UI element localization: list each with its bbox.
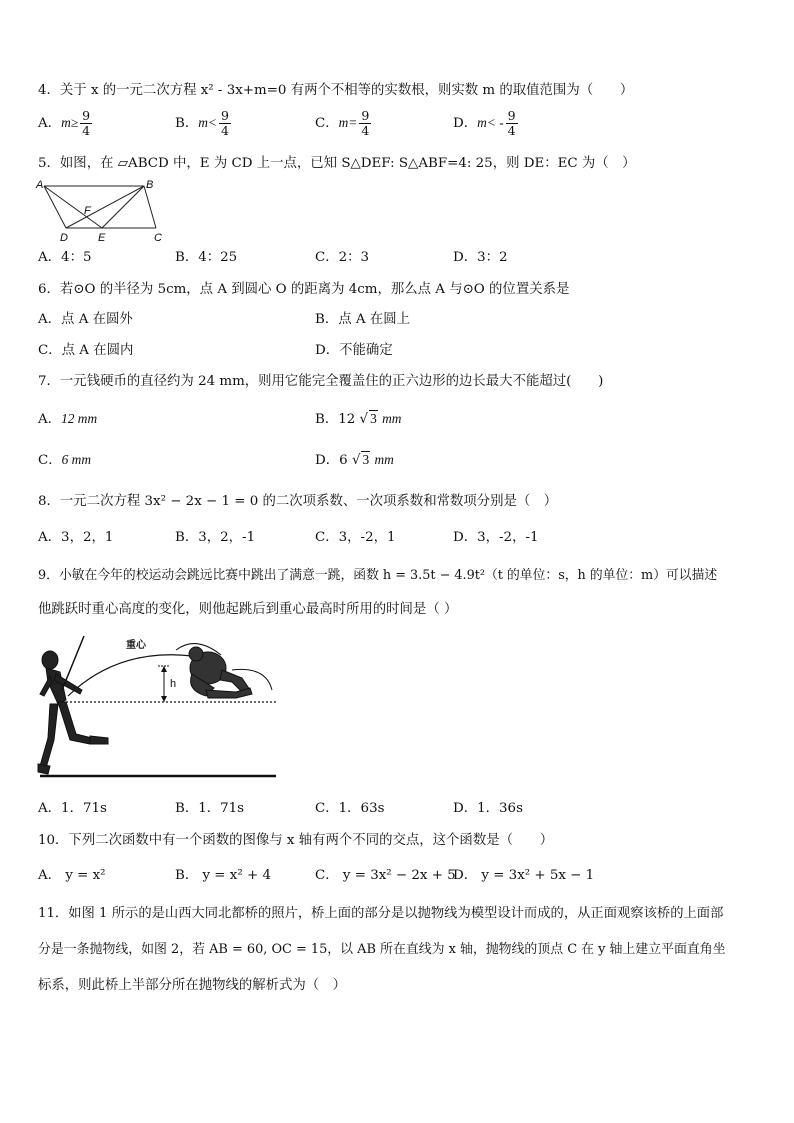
q5-option-b[interactable]: B．4：25	[175, 250, 238, 265]
label-f: F	[84, 205, 91, 217]
q6-option-d[interactable]: D．不能确定	[315, 343, 393, 358]
q6-option-c[interactable]: C．点 A 在圆内	[38, 343, 134, 358]
q7-option-a[interactable]: A．12 mm	[38, 411, 98, 427]
q9-option-b[interactable]: B．1．71s	[175, 801, 245, 816]
q8-stem: 8．一元二次方程 3x² − 2x − 1 = 0 的二次项系数、一次项系数和常数项分别是（ ）	[38, 494, 558, 509]
q11-line1: 11．如图 1 所示的是山西大同北都桥的照片，桥上面的部分是以抛物线为模型设计而成的，从正面观察该桥的上面部	[38, 906, 724, 921]
q4-stem: 4．关于 x 的一元二次方程 x² - 3x+m=0 有两个不相等的实数根，则实数 m 的取值范围为（ ）	[38, 83, 634, 98]
q9-option-a[interactable]: A．1．71s	[38, 801, 107, 816]
q7-option-c[interactable]: C．6 mm	[38, 452, 92, 468]
q9-stem-line1: 9．小敏在今年的校运动会跳远比赛中跳出了满意一跳，函数 h = 3.5t − 4.9t²（t 的单位：s，h 的单位：m）可以描述	[38, 568, 718, 583]
q8-option-b[interactable]: B．3，2，-1	[175, 530, 256, 545]
q5-option-d[interactable]: D．3：2	[453, 250, 508, 265]
label-c: C	[154, 232, 162, 244]
q11-line3: 标系，则此桥上半部分所在抛物线的解析式为（ ）	[38, 978, 346, 993]
q8-option-a[interactable]: A．3，2，1	[38, 530, 114, 545]
label-b: B	[146, 179, 154, 191]
q7-option-d[interactable]: D．6 √ 3 mm	[315, 452, 394, 468]
q5-stem: 5．如图，在 ▱ABCD 中，E 为 CD 上一点，已知 S△DEF: S△ABF=4: 25，则 DE：EC 为（ ）	[38, 156, 636, 171]
fraction: $\frac{9}{4}$	[507, 108, 516, 138]
parallelogram-figure	[34, 176, 174, 244]
q7-stem: 7．一元钱硬币的直径约为 24 mm，则用它能完全覆盖住的正六边形的边长最大不能超过( )	[38, 374, 604, 389]
long-jump-figure	[36, 630, 280, 782]
q4-option-b[interactable]: B．m< $\frac{9}{4}$	[175, 108, 229, 138]
fraction: $\frac{9}{4}$	[82, 108, 91, 138]
fraction: $\frac{9}{4}$	[220, 108, 229, 138]
center-of-gravity-label: 重心	[126, 640, 146, 651]
label-e: E	[98, 232, 106, 244]
q10-option-b[interactable]: B． y = x² + 4	[175, 868, 271, 883]
q5-option-c[interactable]: C．2：3	[315, 250, 370, 265]
q4-option-c[interactable]: C．m= $\frac{9}{4}$	[315, 108, 370, 138]
q5-option-a[interactable]: A．4：5	[38, 250, 92, 265]
fraction: $\frac{9}{4}$	[361, 108, 370, 138]
q9-option-c[interactable]: C．1．63s	[315, 801, 385, 816]
q11-line2: 分是一条抛物线，如图 2，若 AB = 60, OC = 15，以 AB 所在直线为 x 轴，抛物线的顶点 C 在 y 轴上建立平面直角坐	[38, 942, 726, 957]
q8-option-c[interactable]: C．3，-2，1	[315, 530, 396, 545]
q4-option-a[interactable]: A．m≥ $\frac{9}{4}$	[38, 108, 91, 138]
label-d: D	[60, 232, 68, 244]
q10-option-a[interactable]: A． y = x²	[38, 868, 106, 883]
q10-stem: 10．下列二次函数中有一个函数的图像与 x 轴有两个不同的交点，这个函数是（ ）	[38, 833, 554, 848]
q6-option-b[interactable]: B．点 A 在圆上	[315, 312, 410, 327]
label-a: A	[36, 179, 44, 191]
q9-option-d[interactable]: D．1．36s	[453, 801, 523, 816]
q6-option-a[interactable]: A．点 A 在圆外	[38, 312, 133, 327]
q10-option-c[interactable]: C． y = 3x² − 2x + 5	[315, 868, 456, 883]
height-label: h	[170, 678, 177, 690]
q10-option-d[interactable]: D． y = 3x² + 5x − 1	[453, 868, 595, 883]
q6-stem: 6．若⊙O 的半径为 5cm，点 A 到圆心 O 的距离为 4cm，那么点 A 与⊙O 的位置关系是	[38, 282, 570, 297]
q7-option-b[interactable]: B．12 √ 3 mm	[315, 411, 402, 427]
q9-stem-line2: 他跳跃时重心高度的变化，则他起跳后到重心最高时所用的时间是（ ）	[38, 602, 458, 617]
q4-option-d[interactable]: D．m< - $\frac{9}{4}$	[453, 108, 516, 138]
q8-option-d[interactable]: D．3，-2，-1	[453, 530, 539, 545]
